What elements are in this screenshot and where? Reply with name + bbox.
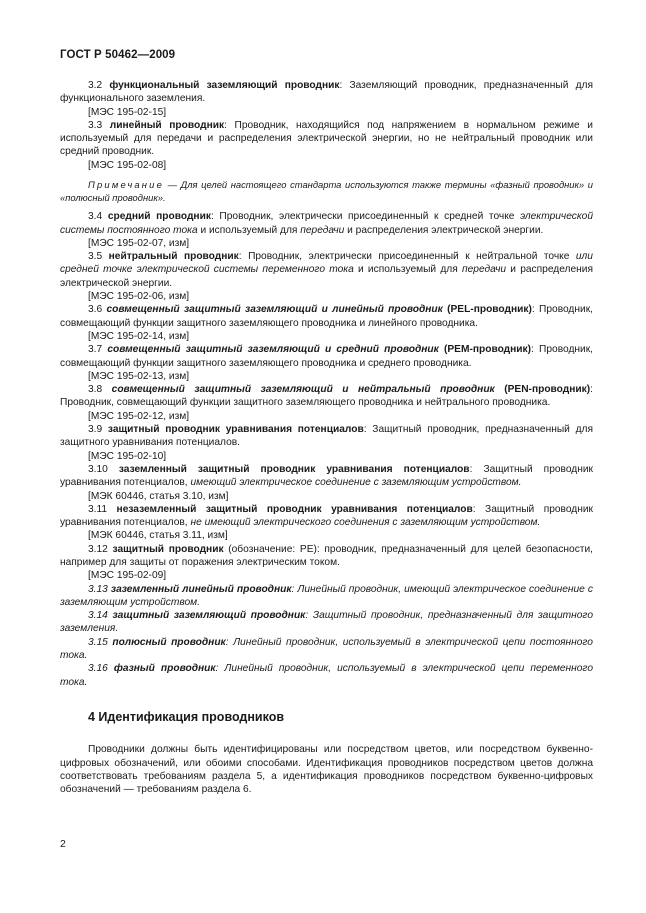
page-number: 2 — [60, 838, 66, 850]
section-paragraph: Проводники должны быть идентифицированы или посредством цветов, или посредством буквенно-цифровых обозначений, или обоими способами. Идентификация проводников посредством цветов должна соответствовать требованиям раздела 5, а идентификация проводников посредством буквенно-цифровых обозначений — требованиям раздела 6. — [60, 744, 593, 796]
document-body — [60, 79, 593, 796]
term-3-5: 3.5 нейтральный проводник: Проводник, электрически присоединенный к нейтральной точке или средней точке электрической системы переменного тока и используемый для передачи и распределения электрической энергии. — [60, 251, 593, 289]
note: Примечание — Для целей настоящего стандарта используются также термины «фазный проводник» и «полюсный проводник». — [60, 179, 593, 203]
term-3-16: 3.16 фазный проводник: Линейный проводник, используемый в электрической цепи переменного тока. — [60, 663, 593, 688]
term-3-8: 3.8 совмещенный защитный заземляющий и нейтральный проводник (PEN-проводник): Проводник, совмещающий функции защитного заземляющего проводника и нейтрального проводника. — [60, 384, 593, 409]
term-3-7: 3.7 совмещенный защитный заземляющий и средний проводник (PEM-проводник): Проводник, совмещающий функции защитного заземляющего проводника и среднего проводника. — [60, 344, 593, 369]
reference: [МЭС 195-02-14, изм] — [88, 330, 190, 342]
term-3-2: 3.2 функциональный заземляющий проводник: Заземляющий проводник, предназначенный для функционального заземления. — [60, 80, 593, 105]
term-3-10: 3.10 заземленный защитный проводник уравнивания потенциалов: Защитный проводник уравнивания потенциалов, имеющий электрическое соединение с заземляющим устройством. — [60, 463, 593, 489]
term-3-4: 3.4 средний проводник: Проводник, электрически присоединенный к средней точке электрической системы постоянного тока и используемый для передачи и распределения электрической энергии. — [60, 211, 593, 236]
reference: [МЭК 60446, статья 3.11, изм] — [88, 530, 228, 542]
section-heading: 4 Идентификация проводников — [88, 709, 285, 724]
term-3-6: 3.6 совмещенный защитный заземляющий и линейный проводник (PEL-проводник): Проводник, совмещающий функции защитного заземляющего проводника и линейного проводника. — [60, 304, 593, 329]
term-3-15: 3.15 полюсный проводник: Линейный проводник, используемый в электрической цепи постоянного тока. — [60, 636, 593, 662]
reference: [МЭС 195-02-13, изм] — [88, 370, 190, 382]
term-3-14: 3.14 защитный заземляющий проводник: Защитный проводник, предназначенный для защитного заземления. — [60, 610, 593, 635]
reference: [МЭС 195-02-10] — [88, 450, 167, 462]
reference: [МЭС 195-02-09] — [88, 570, 167, 582]
term-3-9: 3.9 защитный проводник уравнивания потенциалов: Защитный проводник, предназначенный для защитного уравнивания потенциалов. — [60, 424, 593, 449]
reference: [МЭС 195-02-07, изм] — [88, 237, 190, 249]
reference: [МЭК 60446, статья 3.10, изм] — [88, 490, 229, 502]
document-header: ГОСТ Р 50462—2009 — [60, 49, 176, 61]
term-3-11: 3.11 незаземленный защитный проводник уравнивания потенциалов: Защитный проводник уравнивания потенциалов, не имеющий электрического соединения с заземляющим устройством. — [60, 503, 593, 529]
term-3-12: 3.12 защитный проводник (обозначение: PE): проводник, предназначенный для целей безопасности, например для защиты от поражения электрическим током. — [60, 543, 593, 568]
reference: [МЭС 195-02-15] — [88, 106, 167, 118]
term-3-13: 3.13 заземленный линейный проводник: Линейный проводник, имеющий электрическое соединение с заземляющим устройством. — [60, 583, 593, 608]
term-3-3: 3.3 линейный проводник: Проводник, находящийся под напряжением в нормальном режиме и используемый для передачи и распределения электрической энергии, но не нейтральный проводник или средний проводник. — [60, 119, 593, 158]
reference: [МЭС 195-02-08] — [88, 159, 167, 171]
reference: [МЭС 195-02-12, изм] — [88, 410, 190, 422]
reference: [МЭС 195-02-06, изм] — [88, 291, 190, 303]
